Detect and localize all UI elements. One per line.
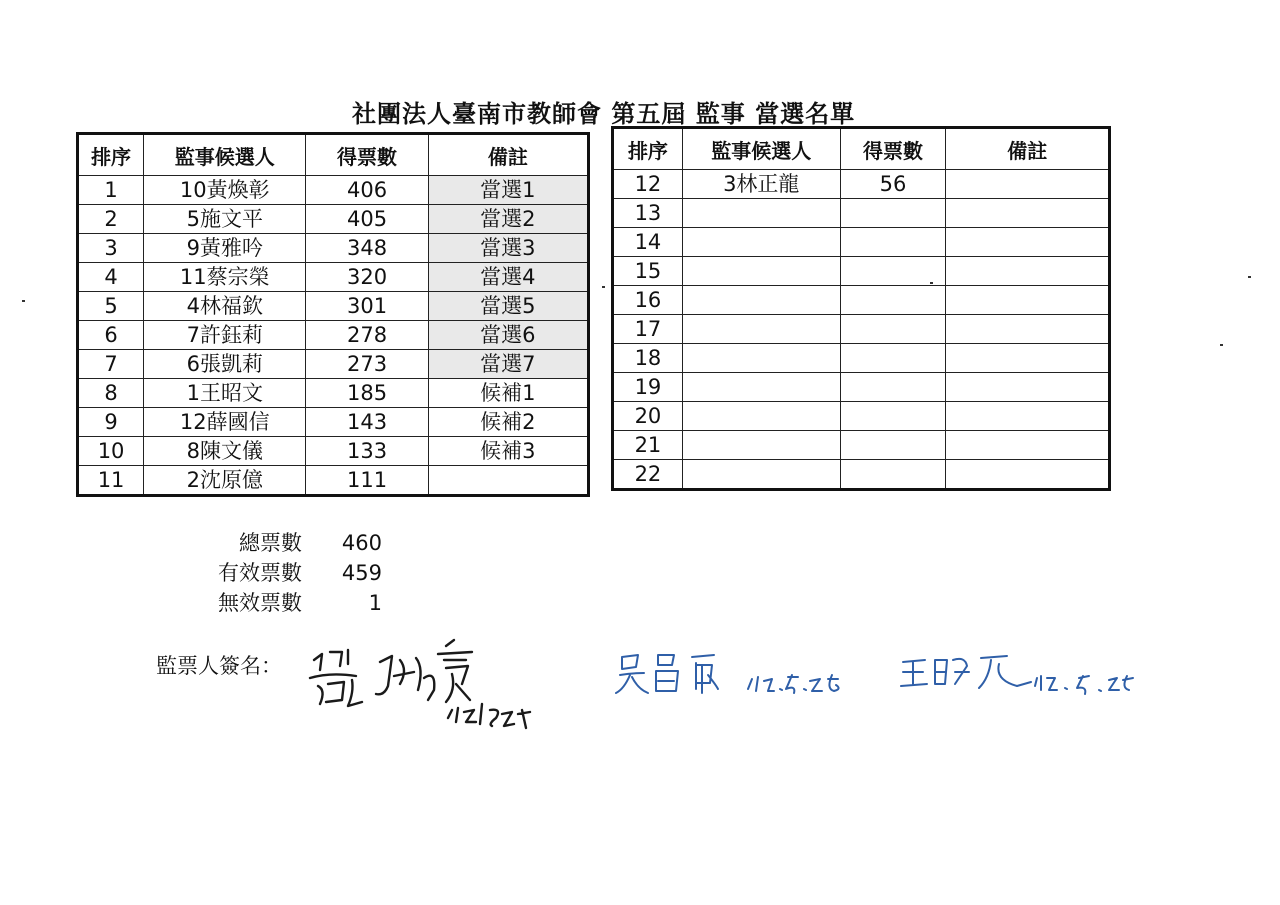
table-row: [78, 379, 589, 408]
cell-note: [946, 344, 1110, 373]
cell-rank: 20: [613, 402, 683, 431]
table-row: [78, 176, 589, 205]
cell-note: [946, 460, 1110, 490]
cell-note: 候補2: [428, 408, 588, 437]
cell-note: 當選4: [428, 263, 588, 292]
header-note: 備註: [428, 134, 588, 176]
header-votes: 得票數: [306, 134, 428, 176]
cell-votes: [840, 402, 946, 431]
signature-1-handwriting: [296, 630, 576, 730]
table-row: [78, 321, 589, 350]
cell-note: [946, 199, 1110, 228]
page-title: 社團法人臺南市教師會 第五屆 監事 當選名單: [352, 100, 856, 128]
table-row: [613, 431, 1110, 460]
results-table-left: [76, 132, 590, 497]
table-row: [613, 257, 1110, 286]
summary-invalid-row: [150, 588, 410, 618]
cell-votes: [840, 286, 946, 315]
table-header-row: [613, 128, 1110, 170]
cell-votes: 405: [306, 205, 428, 234]
cell-note: [946, 431, 1110, 460]
cell-candidate: 6張凱莉: [144, 350, 306, 379]
cell-note: [946, 315, 1110, 344]
scan-speck: [930, 282, 933, 284]
results-table-right: [611, 126, 1111, 491]
cell-note: 當選3: [428, 234, 588, 263]
header-candidate: 監事候選人: [144, 134, 306, 176]
cell-candidate: 8陳文儀: [144, 437, 306, 466]
cell-rank: 12: [613, 170, 683, 199]
table-row: [78, 466, 589, 496]
cell-candidate: [682, 373, 840, 402]
cell-note: 候補1: [428, 379, 588, 408]
cell-votes: [840, 315, 946, 344]
scan-speck: [22, 300, 25, 302]
cell-votes: [840, 199, 946, 228]
cell-note: 當選2: [428, 205, 588, 234]
summary-valid-row: [150, 558, 410, 588]
cell-rank: 15: [613, 257, 683, 286]
header-rank: 排序: [78, 134, 144, 176]
cell-votes: 111: [306, 466, 428, 496]
cell-votes: 320: [306, 263, 428, 292]
signature-3-handwriting: [895, 648, 1145, 708]
valid-votes-value: 459: [341, 561, 382, 585]
cell-votes: 348: [306, 234, 428, 263]
header-candidate: 監事候選人: [682, 128, 840, 170]
cell-rank: 9: [78, 408, 144, 437]
cell-rank: 21: [613, 431, 683, 460]
cell-candidate: 1王昭文: [144, 379, 306, 408]
table-row: [78, 292, 589, 321]
cell-note: [946, 228, 1110, 257]
cell-rank: 4: [78, 263, 144, 292]
table-row: [613, 199, 1110, 228]
signature-2-handwriting: [612, 645, 862, 705]
cell-candidate: 10黃煥彰: [144, 176, 306, 205]
cell-rank: 7: [78, 350, 144, 379]
cell-votes: [840, 228, 946, 257]
cell-candidate: 2沈原億: [144, 466, 306, 496]
cell-candidate: [682, 257, 840, 286]
scan-speck: [1220, 344, 1223, 346]
cell-candidate: [682, 431, 840, 460]
cell-votes: 273: [306, 350, 428, 379]
cell-note: [946, 170, 1110, 199]
cell-votes: 406: [306, 176, 428, 205]
vote-summary: [150, 528, 410, 618]
cell-candidate: [682, 286, 840, 315]
summary-total-row: [150, 528, 410, 558]
cell-rank: 17: [613, 315, 683, 344]
table-row: [613, 373, 1110, 402]
table-row: [613, 344, 1110, 373]
cell-rank: 19: [613, 373, 683, 402]
cell-candidate: 9黃雅吟: [144, 234, 306, 263]
cell-candidate: [682, 402, 840, 431]
cell-candidate: 5施文平: [144, 205, 306, 234]
cell-candidate: 3林正龍: [682, 170, 840, 199]
valid-votes-label: 有效票數: [218, 561, 302, 585]
cell-rank: 6: [78, 321, 144, 350]
cell-votes: 133: [306, 437, 428, 466]
cell-candidate: [682, 344, 840, 373]
invalid-votes-label: 無效票數: [218, 591, 302, 615]
cell-note: 當選5: [428, 292, 588, 321]
table-row: [613, 315, 1110, 344]
cell-votes: 301: [306, 292, 428, 321]
cell-note: [946, 257, 1110, 286]
cell-votes: [840, 344, 946, 373]
scrutineer-signature-label: 監票人簽名：: [156, 654, 282, 678]
header-votes: 得票數: [840, 128, 946, 170]
cell-rank: 2: [78, 205, 144, 234]
cell-votes: 56: [840, 170, 946, 199]
cell-note: 當選1: [428, 176, 588, 205]
cell-candidate: 12薛國信: [144, 408, 306, 437]
cell-rank: 13: [613, 199, 683, 228]
table-row: [613, 402, 1110, 431]
cell-rank: 1: [78, 176, 144, 205]
cell-candidate: 7許鈺莉: [144, 321, 306, 350]
cell-rank: 11: [78, 466, 144, 496]
invalid-votes-value: 1: [368, 591, 382, 615]
signature-2-name: 吳昌甫: [612, 645, 615, 646]
scan-speck: [1248, 276, 1251, 278]
cell-rank: 18: [613, 344, 683, 373]
total-votes-value: 460: [341, 531, 382, 555]
cell-note: 當選7: [428, 350, 588, 379]
table-row: [78, 350, 589, 379]
cell-votes: [840, 373, 946, 402]
cell-votes: 185: [306, 379, 428, 408]
cell-note: [946, 286, 1110, 315]
table-row: [78, 263, 589, 292]
table-row: [613, 460, 1110, 490]
table-row: [613, 286, 1110, 315]
cell-note: [946, 373, 1110, 402]
scan-speck: [602, 286, 605, 288]
cell-note: [946, 402, 1110, 431]
table-row: [78, 408, 589, 437]
cell-votes: 143: [306, 408, 428, 437]
header-rank: 排序: [613, 128, 683, 170]
table-row: [613, 228, 1110, 257]
cell-votes: [840, 460, 946, 490]
table-row: [78, 234, 589, 263]
cell-note: 當選6: [428, 321, 588, 350]
cell-rank: 22: [613, 460, 683, 490]
cell-candidate: [682, 460, 840, 490]
cell-rank: 14: [613, 228, 683, 257]
cell-candidate: 4林福欽: [144, 292, 306, 321]
table-row: [613, 170, 1110, 199]
table-row: [78, 205, 589, 234]
table-header-row: [78, 134, 589, 176]
cell-votes: 278: [306, 321, 428, 350]
cell-rank: 16: [613, 286, 683, 315]
cell-candidate: [682, 199, 840, 228]
table-row: [78, 437, 589, 466]
cell-rank: 10: [78, 437, 144, 466]
total-votes-label: 總票數: [239, 531, 302, 555]
cell-rank: 8: [78, 379, 144, 408]
signature-3-name: 王昭文: [895, 648, 898, 649]
cell-note: [428, 466, 588, 496]
cell-candidate: [682, 228, 840, 257]
cell-candidate: [682, 315, 840, 344]
cell-rank: 5: [78, 292, 144, 321]
header-note: 備註: [946, 128, 1110, 170]
cell-note: 候補3: [428, 437, 588, 466]
cell-rank: 3: [78, 234, 144, 263]
cell-candidate: 11蔡宗榮: [144, 263, 306, 292]
signature-1-name: 羅裕芳: [296, 630, 299, 631]
cell-votes: [840, 431, 946, 460]
